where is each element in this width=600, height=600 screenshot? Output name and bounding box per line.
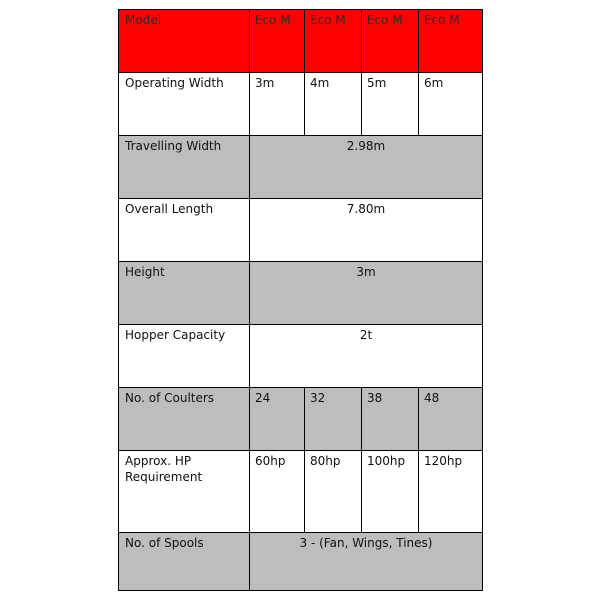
- row-label: Approx. HP Requirement: [119, 451, 250, 533]
- value-cell: 80hp: [305, 451, 362, 533]
- value-cell: 2.98m: [250, 136, 483, 199]
- model-header-cell: Eco M: [305, 10, 362, 73]
- model-header-cell: Eco M: [250, 10, 305, 73]
- value-cell: 24: [250, 388, 305, 451]
- row-height: [119, 262, 483, 325]
- row-no-of-spools: [119, 533, 483, 591]
- row-label: Operating Width: [119, 73, 250, 136]
- header-label-cell: Model: [119, 10, 250, 73]
- value-cell: 4m: [305, 73, 362, 136]
- value-cell: 6m: [419, 73, 483, 136]
- row-travelling-width: [119, 136, 483, 199]
- value-cell: 48: [419, 388, 483, 451]
- row-overall-length: [119, 199, 483, 262]
- row-label: No. of Coulters: [119, 388, 250, 451]
- value-cell: 3m: [250, 262, 483, 325]
- value-cell: 120hp: [419, 451, 483, 533]
- row-no-of-coulters: [119, 388, 483, 451]
- row-label: Overall Length: [119, 199, 250, 262]
- row-label: Hopper Capacity: [119, 325, 250, 388]
- value-cell: 38: [362, 388, 419, 451]
- spec-table: [118, 9, 483, 591]
- value-cell: 2t: [250, 325, 483, 388]
- row-label: Height: [119, 262, 250, 325]
- value-cell: 7.80m: [250, 199, 483, 262]
- row-approx-hp-requirement: [119, 451, 483, 533]
- value-cell: 32: [305, 388, 362, 451]
- value-cell: 3 - (Fan, Wings, Tines): [250, 533, 483, 591]
- value-cell: 3m: [250, 73, 305, 136]
- row-hopper-capacity: [119, 325, 483, 388]
- value-cell: 60hp: [250, 451, 305, 533]
- value-cell: 100hp: [362, 451, 419, 533]
- row-label: Travelling Width: [119, 136, 250, 199]
- header-row: [119, 10, 483, 73]
- row-label: No. of Spools: [119, 533, 250, 591]
- row-operating-width: [119, 73, 483, 136]
- model-header-cell: Eco M: [419, 10, 483, 73]
- model-header-cell: Eco M: [362, 10, 419, 73]
- value-cell: 5m: [362, 73, 419, 136]
